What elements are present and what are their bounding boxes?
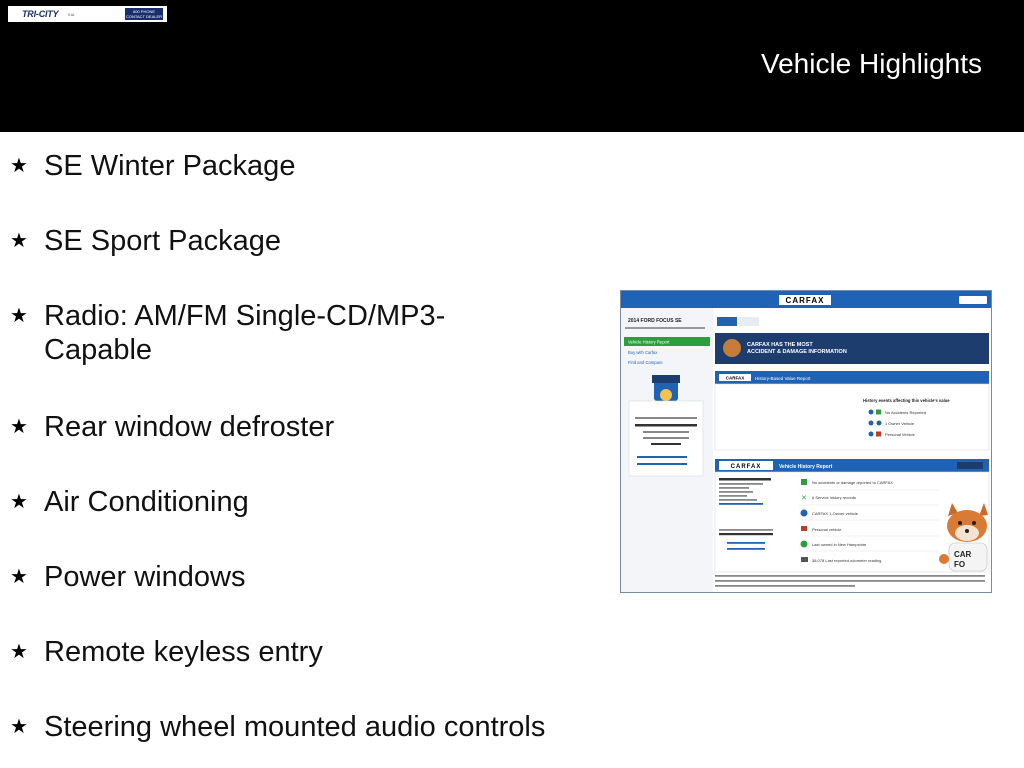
dealer-line bbox=[651, 443, 681, 445]
footer-line bbox=[715, 575, 985, 577]
value-report-body bbox=[715, 384, 989, 450]
svg-text:CAR: CAR bbox=[954, 550, 972, 559]
star-icon: ★ bbox=[10, 716, 28, 738]
highlight-text: Remote keyless entry bbox=[44, 636, 323, 668]
highlight-item bbox=[10, 149, 295, 183]
highlight-item bbox=[10, 224, 281, 258]
banner-line-2: ACCIDENT & DAMAGE INFORMATION bbox=[747, 349, 847, 355]
vhr-item: Personal vehicle bbox=[812, 527, 842, 532]
sidebar-item-label[interactable]: Buy with Carfax bbox=[628, 350, 658, 355]
value-report-brand: CARFAX bbox=[725, 375, 745, 381]
personal-icon bbox=[801, 526, 807, 531]
value-item: No Accidents Reported bbox=[885, 410, 926, 415]
location-icon bbox=[801, 541, 808, 548]
star-icon: ★ bbox=[10, 416, 28, 438]
star-icon: ★ bbox=[10, 155, 28, 177]
star-icon: ★ bbox=[10, 230, 28, 252]
value-report-title: History-Based Value Report bbox=[755, 376, 811, 381]
vhr-item: 38,078 Last reported odometer reading bbox=[812, 558, 882, 563]
value-item: 1 Owner Vehicle bbox=[885, 421, 915, 426]
dealer-line bbox=[635, 424, 697, 427]
vhr-item: CARFAX 1-Owner vehicle bbox=[812, 511, 859, 516]
highlight-text: Radio: AM/FM Single-CD/MP3- Capable bbox=[44, 300, 446, 366]
highlight-item bbox=[10, 485, 249, 519]
highlight-item bbox=[10, 560, 245, 594]
footer-line bbox=[715, 585, 855, 587]
star-icon: ★ bbox=[10, 305, 28, 327]
highlight-text: Air Conditioning bbox=[44, 486, 249, 518]
sidebar-item-label[interactable]: Find and Compare bbox=[628, 360, 663, 365]
carfax-tab[interactable] bbox=[739, 317, 759, 326]
carfax-print-button[interactable] bbox=[959, 296, 987, 304]
wrench-icon: ✕ bbox=[801, 495, 807, 502]
carfax-report-thumbnail[interactable] bbox=[620, 290, 992, 593]
highlight-text: SE Sport Package bbox=[44, 225, 281, 257]
star-icon: ★ bbox=[10, 566, 28, 588]
vin-line bbox=[625, 327, 705, 329]
star-icon: ★ bbox=[10, 491, 28, 513]
highlight-text: Steering wheel mounted audio controls bbox=[44, 711, 546, 743]
dealer-line bbox=[635, 417, 697, 419]
logo-address: CONTACT DEALER bbox=[125, 14, 163, 19]
logo-contact-box bbox=[125, 8, 163, 20]
highlight-text: Power windows bbox=[44, 561, 246, 593]
value-item: Personal Vehicle bbox=[885, 432, 915, 437]
banner-line-1: CARFAX HAS THE MOST bbox=[747, 342, 813, 348]
vhr-item: Last owned in New Hampshire bbox=[812, 542, 867, 547]
logo-tagline: KIA bbox=[68, 11, 75, 17]
highlight-text: SE Winter Package bbox=[44, 150, 296, 182]
dealer-logo[interactable] bbox=[8, 6, 167, 22]
dealer-line bbox=[643, 437, 689, 439]
check-icon bbox=[801, 479, 807, 485]
dealer-link[interactable] bbox=[637, 456, 687, 458]
carfax-logo-text: CARFAX bbox=[785, 296, 825, 305]
page-title: Vehicle Highlights bbox=[760, 48, 982, 79]
footer-line bbox=[715, 580, 985, 582]
odometer-icon bbox=[801, 557, 808, 562]
header-bar bbox=[0, 0, 1024, 132]
vhr-button[interactable] bbox=[957, 462, 983, 469]
svg-text:FO: FO bbox=[954, 560, 966, 569]
carfax-vehicle-name: 2014 FORD FOCUS SE bbox=[628, 318, 682, 324]
carfax-fox-icon bbox=[723, 339, 741, 357]
vhr-item: No accidents or damage reported to CARFAX bbox=[812, 480, 893, 485]
highlight-text: Rear window defroster bbox=[44, 411, 335, 443]
owner-icon bbox=[801, 510, 808, 517]
logo-phone: 800 PHONE bbox=[132, 9, 155, 14]
sidebar-item-label: Vehicle History Report bbox=[628, 339, 670, 345]
history-events-title: History events affecting this vehicle's value bbox=[863, 398, 950, 403]
dealer-line bbox=[643, 431, 689, 433]
logo-text: TRI-CITY bbox=[22, 9, 59, 19]
star-icon: ★ bbox=[10, 641, 28, 663]
dealer-link[interactable] bbox=[637, 463, 687, 465]
vhr-title: Vehicle History Report bbox=[779, 464, 833, 470]
highlight-item bbox=[10, 410, 334, 444]
carfax-tab-active[interactable] bbox=[717, 317, 737, 326]
vhr-brand: CARFAX bbox=[730, 464, 762, 470]
highlight-item bbox=[10, 710, 545, 744]
vhr-item: 6 Service history records bbox=[812, 495, 857, 500]
highlight-item bbox=[10, 635, 323, 669]
highlight-item bbox=[10, 299, 445, 367]
